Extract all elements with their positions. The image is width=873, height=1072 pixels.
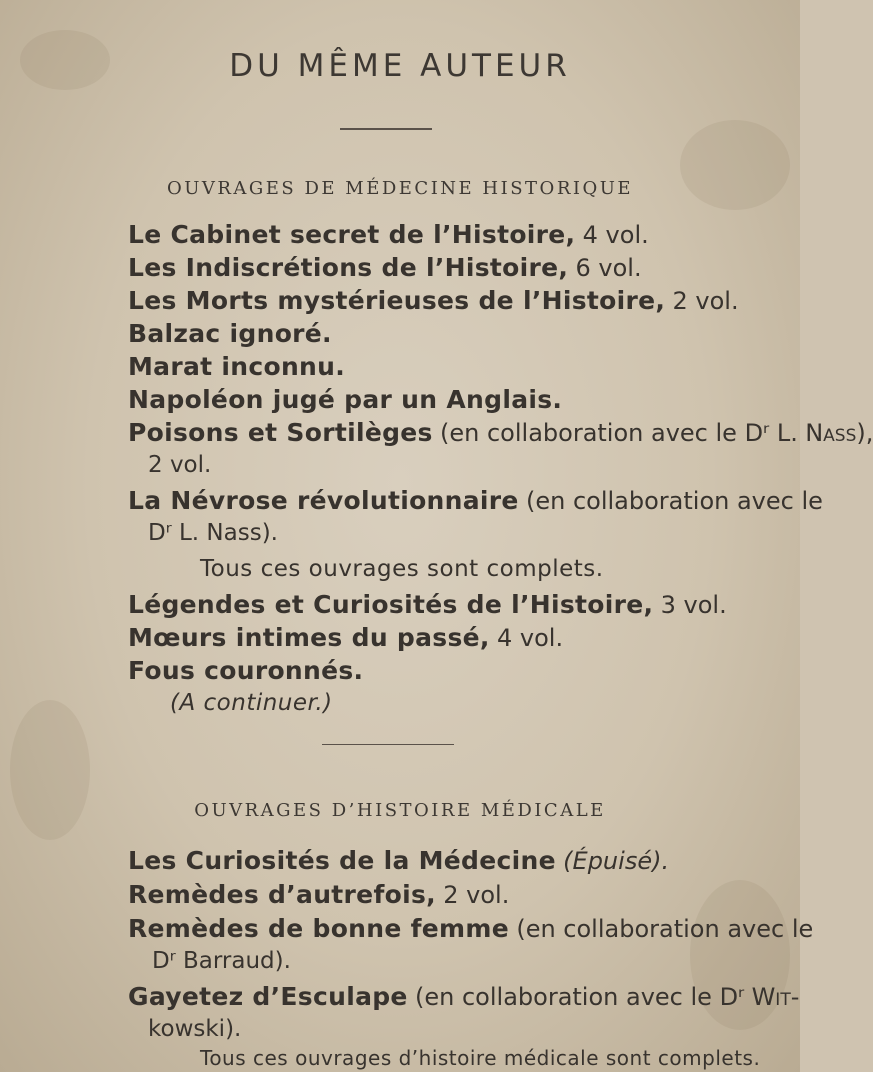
author-name: Nass (805, 419, 857, 447)
book-title: Remèdes de bonne femme (128, 914, 510, 943)
book-title: Gayetez d’Esculape (128, 982, 408, 1011)
book-entry (128, 486, 823, 515)
divider-rule (340, 128, 432, 130)
book-entry (128, 418, 873, 447)
book-detail-continuation (148, 1016, 241, 1042)
continue-note: (A continuer.) (170, 690, 333, 716)
book-title: Marat inconnu. (128, 352, 346, 381)
book-title: Poisons et Sortilèges (128, 418, 433, 447)
section-heading-medecine-historique: OUVRAGES DE MÉDECINE HISTORIQUE (166, 178, 634, 199)
book-detail-end: ). (274, 948, 291, 974)
book-title: Les Curiosités de la Médecine (128, 846, 556, 875)
book-detail-end: ), (856, 419, 873, 447)
book-detail: 4 vol. (497, 624, 564, 652)
book-detail-continuation (148, 520, 278, 546)
book-detail: 6 vol. (575, 254, 642, 282)
book-entry (128, 385, 562, 414)
author-title: Dʳ L. (148, 520, 200, 546)
completeness-note: Tous ces ouvrages d’histoire médicale sont complets. (200, 1046, 761, 1070)
book-detail: (en collaboration avec le Dʳ L. (440, 419, 798, 447)
book-entry (128, 352, 345, 381)
page-title: DU MÊME AUTEUR (229, 48, 571, 84)
book-detail: 2 vol. (443, 881, 510, 909)
book-entry (128, 846, 669, 875)
book-entry (128, 656, 363, 685)
divider-rule (322, 744, 454, 745)
book-title: Les Morts mystérieuses de l’Histoire, (128, 286, 666, 315)
book-entry (128, 286, 739, 315)
book-detail: (en collaboration avec le (516, 915, 814, 943)
completeness-note: Tous ces ouvrages sont complets. (200, 556, 604, 582)
book-entry (128, 914, 813, 943)
book-title: Remèdes d’autrefois, (128, 880, 436, 909)
book-detail: (Épuisé). (563, 847, 670, 875)
book-entry (128, 319, 332, 348)
book-detail: (en collaboration avec le Dʳ (415, 983, 745, 1011)
book-detail-continuation: 2 vol. (148, 452, 212, 478)
book-title: Napoléon jugé par un Anglais. (128, 385, 563, 414)
book-detail: (en collaboration avec le (525, 487, 823, 515)
book-detail: 4 vol. (582, 221, 649, 249)
book-detail: 3 vol. (660, 591, 727, 619)
book-title: La Névrose révolutionnaire (128, 486, 519, 515)
author-title: Dʳ (152, 948, 176, 974)
author-name: Barraud (182, 948, 275, 974)
author-name: Nass (206, 520, 262, 546)
book-entry (128, 623, 563, 652)
section-heading-histoire-medicale: OUVRAGES D’HISTOIRE MÉDICALE (194, 800, 606, 821)
book-title: Mœurs intimes du passé, (128, 623, 490, 652)
book-title: Le Cabinet secret de l’Histoire, (128, 220, 576, 249)
book-entry (128, 880, 509, 909)
book-entry (128, 982, 799, 1011)
book-title: Balzac ignoré. (128, 319, 332, 348)
book-detail-end: ). (261, 520, 278, 546)
book-entry (128, 220, 649, 249)
book-detail-continuation (152, 948, 291, 974)
book-title: Légendes et Curiosités de l’Histoire, (128, 590, 654, 619)
book-detail-end: ). (225, 1016, 242, 1042)
author-name: kowski (148, 1016, 226, 1042)
book-entry (128, 590, 727, 619)
book-title: Fous couronnés. (128, 656, 364, 685)
book-entry (128, 253, 642, 282)
author-name: Wit- (751, 983, 800, 1011)
book-title: Les Indiscrétions de l’Histoire, (128, 253, 569, 282)
book-detail: 2 vol. (672, 287, 739, 315)
